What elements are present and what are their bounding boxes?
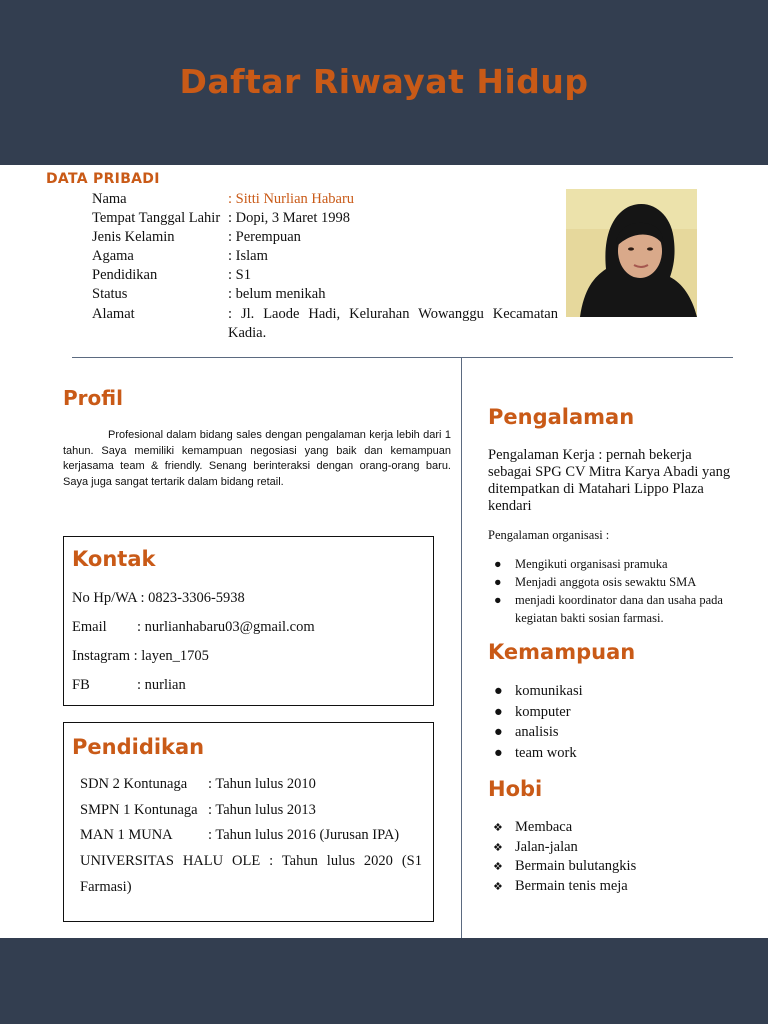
kontak-label: Email [72,619,107,635]
pendidikan-title: Pendidikan [72,735,205,759]
page-title: Daftar Riwayat Hidup [179,62,589,101]
bullet-icon: ● [494,744,503,761]
profil-text: Profesional dalam bidang sales dengan pengalaman kerja lebih dari 1 tahun. Saya memiliki kemampuan negosiasi yang baik dan kemampuan kerjasama team & friendly. Senang berinteraksi dengan orang-orang baru. Saya juga sangat tertarik dalam bidang retail. [63,429,451,488]
data-label: Alamat [92,306,135,322]
school-year: : Tahun lulus 2010 [208,776,316,792]
bullet-icon: ● [494,703,503,720]
list-item: ● komputer [488,702,583,723]
school-year: : Tahun lulus 2016 (Jurusan IPA) [208,827,400,843]
data-label: Agama [92,248,134,264]
data-value: : Islam [228,248,268,264]
data-row-jenis-kelamin [92,228,301,247]
hobi-title: Hobi [488,777,543,801]
bullet-icon: ● [494,683,503,699]
kemampuan-list [488,681,583,763]
data-label: Tempat Tanggal Lahir [92,210,221,226]
list-item: ● Mengikuti organisasi pramuka [494,557,668,571]
diamond-bullet-icon: ❖ [493,821,503,834]
profile-photo [566,189,697,317]
kontak-value: : nurlian [137,677,186,693]
list-item: ❖ Bermain tenis meja [488,877,636,897]
data-value: : belum menikah [228,286,326,302]
data-value: : Perempuan [228,229,301,245]
pengalaman-kerja-text: Pengalaman Kerja : pernah bekerja sebagai SPG CV Mitra Karya Abadi yang ditempatkan di Matahari Lippo Plaza kendari [488,447,731,514]
data-pribadi-title: DATA PRIBADI [46,171,160,187]
data-value: : Jl. Laode Hadi, Kelurahan Wowanggu Kecamatan Kadia. [228,306,558,341]
list-item: ● komunikasi [488,681,583,702]
list-item: ❖ Membaca [488,818,636,838]
data-row-nama [92,190,355,209]
kontak-row-fb [72,677,186,694]
person-photo-icon [566,189,697,317]
list-item: ● analisis [488,722,583,743]
organisasi-list [488,555,738,627]
data-value: : S1 [228,267,251,283]
data-row-agama [92,247,268,266]
diamond-bullet-icon: ❖ [493,840,503,854]
data-label: Pendidikan [92,267,158,283]
school-name: SMPN 1 Kontunaga [80,802,198,818]
kontak-title: Kontak [72,547,156,571]
bullet-icon: ● [494,593,502,607]
vertical-divider [461,357,462,1005]
kemampuan-title: Kemampuan [488,640,636,664]
hobi-list [488,818,636,896]
diamond-bullet-icon: ❖ [493,879,503,893]
kontak-box [63,536,434,706]
pendidikan-box [63,722,434,922]
data-label: Jenis Kelamin [92,229,175,245]
school-name: SDN 2 Kontunaga [80,776,188,792]
data-row-pendidikan [92,266,251,285]
data-value: : Sitti Nurlian Habaru [228,191,355,207]
list-item: ● menjadi koordinator dana dan usaha pada kegiatan bakti sosian farmasi. [494,593,723,625]
school-year: : Tahun lulus 2013 [208,802,316,818]
kontak-value: : 0823-3306-5938 [140,590,245,606]
kontak-row-email [72,619,315,636]
horizontal-divider [72,357,733,358]
data-row-ttl [92,209,351,228]
kontak-row-instagram [72,648,209,665]
data-label: Status [92,286,128,302]
profil-title: Profil [63,386,123,410]
footer-band [0,938,768,1024]
list-item: ❖ Bermain bulutangkis [488,857,636,877]
header-band [0,0,768,165]
data-row-status [92,285,326,304]
kontak-value: : layen_1705 [133,648,209,664]
list-item: ● Menjadi anggota osis sewaktu SMA [494,575,697,589]
list-item: ● team work [488,743,583,764]
bullet-icon: ● [494,724,503,740]
pengalaman-organisasi-title: Pengalaman organisasi : [488,528,610,542]
data-label: Nama [92,191,127,207]
school-name: MAN 1 MUNA [80,827,173,843]
pendidikan-row [80,776,316,793]
kontak-label: Instagram [72,648,130,664]
diamond-bullet-icon: ❖ [493,860,503,873]
pendidikan-row-university: UNIVERSITAS HALU OLE : Tahun lulus 2020 (S1 Farmasi) [80,853,422,895]
data-value: : Dopi, 3 Maret 1998 [228,210,351,226]
kontak-value: : nurlianhabaru03@gmail.com [137,619,315,635]
data-row-alamat [92,305,558,341]
kontak-label: No Hp/WA [72,590,137,606]
bullet-icon: ● [494,557,502,571]
list-item: ❖ Jalan-jalan [488,838,636,858]
kontak-label: FB [72,677,90,693]
pendidikan-row [80,802,316,819]
pengalaman-title: Pengalaman [488,405,635,429]
bullet-icon: ● [494,575,502,589]
pendidikan-row [80,827,399,844]
kontak-row-phone [72,590,245,607]
